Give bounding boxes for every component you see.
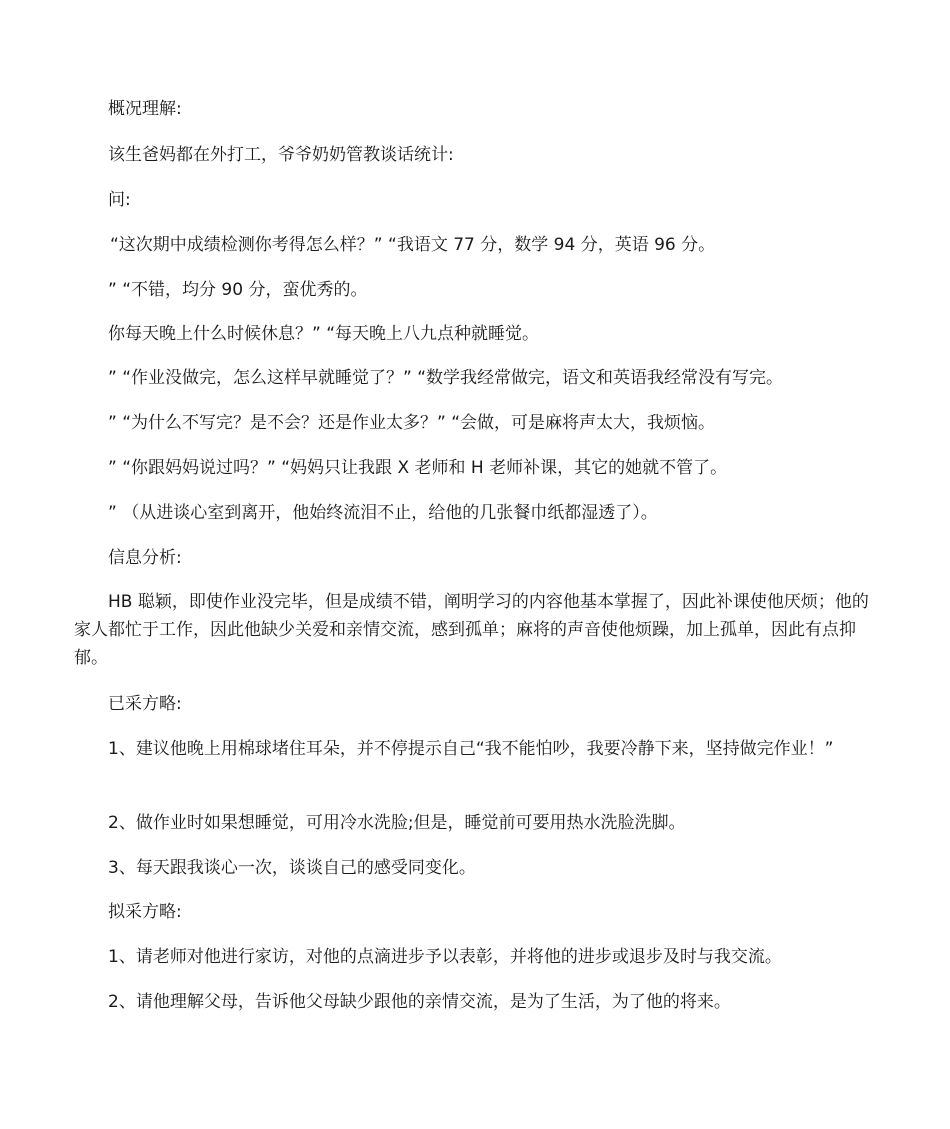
adopted-strategy-2: 2、做作业时如果想睡觉，可用冷水洗脸;但是，睡觉前可要用热水洗脸洗脚。	[108, 813, 686, 833]
adopted-strategy-3: 3、每天跟我谈心一次，谈谈自己的感受同变化。	[108, 858, 476, 878]
planned-strategy-1: 1、请老师对他进行家访，对他的点滴进步予以表彰，并将他的进步或退步及时与我交流。	[108, 947, 782, 967]
dialogue-line-7: ” （从进谈心室到离开，他始终流泪不止，给他的几张餐巾纸都湿透了）。	[108, 503, 658, 523]
dialogue-line-4: ” “作业没做完，怎么这样早就睡觉了？” “数学我经常做完，语文和英语我经常没有写完。	[108, 368, 784, 388]
dialogue-line-6: ” “你跟妈妈说过吗？” “妈妈只让我跟 X 老师和 H 老师补课，其它的她就不管了。	[108, 458, 728, 478]
heading-adopted: 已采方略:	[108, 694, 182, 714]
paragraph-background: 该生爸妈都在外打工，爷爷奶奶管教谈话统计:	[108, 145, 454, 165]
dialogue-line-1: “这次期中成绩检测你考得怎么样？” “我语文 77 分，数学 94 分，英语 96 分。	[110, 235, 716, 255]
adopted-strategy-1: 1、建议他晚上用棉球堵住耳朵，并不停提示自己“我不能怕吵，我要冷静下来，坚持做完作业！”	[108, 739, 834, 759]
dialogue-line-5: ” “为什么不写完？是不会？还是作业太多？” “会做，可是麻将声太大，我烦恼。	[108, 413, 716, 433]
heading-overview: 概况理解:	[108, 99, 182, 119]
heading-analysis: 信息分析:	[108, 548, 182, 568]
dialogue-line-3: 你每天晚上什么时候休息？” “每天晚上八九点种就睡觉。	[108, 324, 540, 344]
dialogue-line-2: ” “不错，均分 90 分，蛮优秀的。	[108, 280, 368, 300]
heading-planned: 拟采方略:	[108, 902, 182, 922]
label-question: 问:	[108, 190, 131, 210]
paragraph-analysis: HB 聪颖，即使作业没完毕，但是成绩不错，阐明学习的内容他基本掌握了，因此补课使他厌烦；他的家人都忙于工作，因此他缺少关爱和亲情交流，感到孤单；麻将的声音使他烦躁，加上孤单，因此有点抑郁。	[74, 592, 869, 668]
planned-strategy-2: 2、请他理解父母，告诉他父母缺少跟他的亲情交流，是为了生活，为了他的将来。	[108, 992, 731, 1012]
